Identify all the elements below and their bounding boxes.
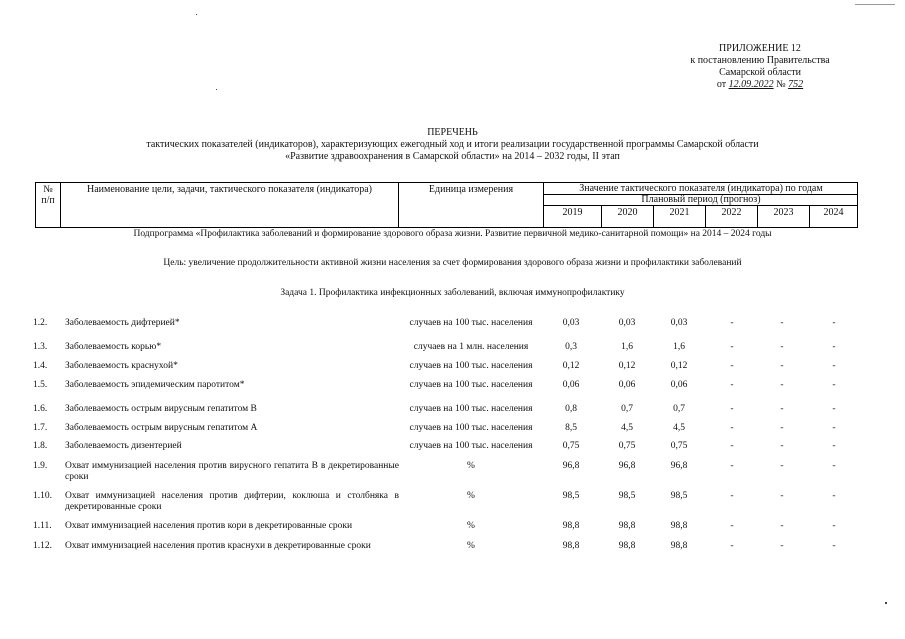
- row-value-2019: 98,5: [562, 491, 580, 501]
- row-value-2022: -: [730, 461, 734, 471]
- row-value-2022: -: [730, 491, 734, 501]
- goal-heading: Цель: увеличение продолжительности активной жизни населения за счет формирования здорового образа жизни и профилактики заболеваний: [163, 258, 742, 268]
- row-value-2021: 98,8: [670, 521, 688, 531]
- row-unit: случаев на 100 тыс. населения: [409, 380, 533, 390]
- subprogram-heading: Подпрограмма «Профилактика заболеваний и формирование здорового образа жизни. Развитие первичной медико-санитарной помощи» на 2014 – 2024 годы: [133, 229, 772, 239]
- row-value-2024: -: [832, 342, 836, 352]
- row-indicator: Охват иммунизацией населения против краснухи в декретированные сроки: [65, 541, 371, 551]
- row-value-2020: 4,5: [621, 423, 633, 433]
- scan-mark: [855, 4, 895, 5]
- row-value-2024: -: [832, 491, 836, 501]
- table-header: [35, 182, 858, 228]
- row-value-2022: -: [730, 404, 734, 414]
- row-number: 1.9.: [33, 461, 48, 471]
- row-value-2019: 96,8: [562, 461, 580, 471]
- row-unit: %: [467, 521, 475, 531]
- row-value-2021: 0,75: [670, 441, 688, 451]
- scan-speck: [885, 602, 887, 604]
- scan-speck: [196, 14, 197, 15]
- appendix-title: ПРИЛОЖЕНИЕ 12: [719, 43, 801, 54]
- row-value-2024: -: [832, 461, 836, 471]
- row-indicator: Заболеваемость острым вирусным гепатитом А: [65, 423, 258, 433]
- row-value-2022: -: [730, 521, 734, 531]
- row-indicator: Заболеваемость дизентерией: [65, 441, 182, 451]
- row-value-2019: 98,8: [562, 541, 580, 551]
- row-indicator: Заболеваемость краснухой*: [65, 361, 178, 371]
- row-indicator: Заболеваемость острым вирусным гепатитом В: [65, 404, 257, 414]
- title-subheading: тактических показателей (индикаторов), характеризующих ежегодный ход и итоги реализации государственной программы Самарской области: [146, 139, 759, 150]
- row-value-2019: 0,8: [565, 404, 577, 414]
- row-value-2023: -: [780, 441, 784, 451]
- row-value-2019: 0,75: [562, 441, 580, 451]
- row-value-2021: 98,5: [670, 491, 688, 501]
- row-value-2023: -: [780, 380, 784, 390]
- header-values: Значение тактического показателя (индикатора) по годам: [579, 183, 823, 194]
- row-unit: случаев на 100 тыс. населения: [409, 423, 533, 433]
- row-value-2024: -: [832, 380, 836, 390]
- row-value-2024: -: [832, 441, 836, 451]
- row-value-2021: 1,6: [673, 342, 685, 352]
- row-number: 1.12.: [33, 541, 52, 551]
- title-program: «Развитие здравоохранения в Самарской области» на 2014 – 2032 годы, II этап: [285, 151, 620, 162]
- row-unit: случаев на 100 тыс. населения: [409, 441, 533, 451]
- header-year: 2022: [721, 207, 742, 218]
- row-number: 1.11.: [33, 521, 52, 531]
- appendix-line-region: Самарской области: [719, 67, 801, 78]
- row-value-2020: 98,8: [618, 521, 636, 531]
- row-value-2020: 0,75: [618, 441, 636, 451]
- row-value-2019: 0,3: [565, 342, 577, 352]
- row-value-2019: 98,8: [562, 521, 580, 531]
- row-number: 1.8.: [33, 441, 48, 451]
- row-value-2020: 96,8: [618, 461, 636, 471]
- row-value-2023: -: [780, 521, 784, 531]
- row-value-2019: 0,12: [562, 361, 580, 371]
- row-value-2021: 4,5: [673, 423, 685, 433]
- row-value-2021: 0,06: [670, 380, 688, 390]
- row-value-2020: 98,8: [618, 541, 636, 551]
- row-value-2024: -: [832, 423, 836, 433]
- row-number: 1.7.: [33, 423, 48, 433]
- appendix-date-line: [640, 79, 880, 91]
- row-number: 1.5.: [33, 380, 48, 390]
- row-indicator: Охват иммунизацией населения против дифтерии, коклюша и столбняка в декретированные сроки: [65, 491, 399, 512]
- row-value-2022: -: [730, 361, 734, 371]
- row-unit: %: [467, 461, 475, 471]
- header-year: 2023: [773, 207, 794, 218]
- row-value-2022: -: [730, 441, 734, 451]
- row-value-2021: 0,03: [670, 318, 688, 328]
- row-value-2019: 0,06: [562, 380, 580, 390]
- scan-speck: [216, 89, 217, 90]
- row-value-2023: -: [780, 404, 784, 414]
- row-value-2024: -: [832, 404, 836, 414]
- row-value-2022: -: [730, 342, 734, 352]
- row-value-2020: 0,03: [618, 318, 636, 328]
- date-prefix: от: [716, 79, 727, 90]
- row-value-2020: 0,12: [618, 361, 636, 371]
- row-value-2024: -: [832, 318, 836, 328]
- row-value-2023: -: [780, 491, 784, 501]
- row-value-2024: -: [832, 521, 836, 531]
- task-heading: Задача 1. Профилактика инфекционных заболеваний, включая иммунопрофилактику: [280, 288, 625, 298]
- document-title: [0, 127, 905, 163]
- title-heading: ПЕРЕЧЕНЬ: [427, 127, 478, 138]
- row-value-2021: 98,8: [670, 541, 688, 551]
- row-value-2023: -: [780, 318, 784, 328]
- row-value-2021: 0,12: [670, 361, 688, 371]
- row-indicator: Заболеваемость дифтерией*: [65, 318, 180, 328]
- row-number: 1.10.: [33, 491, 52, 501]
- row-unit: случаев на 100 тыс. населения: [409, 318, 533, 328]
- row-value-2023: -: [780, 342, 784, 352]
- header-year: 2020: [617, 207, 638, 218]
- row-unit: %: [467, 491, 475, 501]
- row-unit: случаев на 1 млн. населения: [413, 342, 529, 352]
- header-num: № п/п: [41, 184, 55, 206]
- row-value-2024: -: [832, 541, 836, 551]
- row-indicator: Заболеваемость корью*: [65, 342, 162, 352]
- row-value-2022: -: [730, 423, 734, 433]
- row-value-2022: -: [730, 380, 734, 390]
- handwritten-number: 752: [788, 79, 804, 90]
- row-value-2023: -: [780, 461, 784, 471]
- row-number: 1.4.: [33, 361, 48, 371]
- row-indicator: Охват иммунизацией населения против кори в декретированные сроки: [65, 521, 353, 531]
- row-indicator: Заболеваемость эпидемическим паротитом*: [65, 380, 245, 390]
- row-unit: случаев на 100 тыс. населения: [409, 361, 533, 371]
- row-unit: %: [467, 541, 475, 551]
- row-value-2023: -: [780, 361, 784, 371]
- row-value-2020: 0,06: [618, 380, 636, 390]
- row-value-2021: 0,7: [673, 404, 685, 414]
- number-prefix: №: [776, 79, 786, 90]
- row-value-2023: -: [780, 541, 784, 551]
- row-value-2022: -: [730, 541, 734, 551]
- header-planned: Плановый период (прогноз): [641, 194, 761, 205]
- row-value-2019: 8,5: [565, 423, 577, 433]
- row-value-2020: 98,5: [618, 491, 636, 501]
- appendix-line-decree: к постановлению Правительства: [690, 55, 830, 66]
- row-value-2024: -: [832, 361, 836, 371]
- row-value-2022: -: [730, 318, 734, 328]
- row-number: 1.6.: [33, 404, 48, 414]
- appendix-block: [640, 43, 880, 91]
- handwritten-date: 12.09.2022: [728, 79, 774, 90]
- row-number: 1.2.: [33, 318, 48, 328]
- row-unit: случаев на 100 тыс. населения: [409, 404, 533, 414]
- row-value-2023: -: [780, 423, 784, 433]
- row-number: 1.3.: [33, 342, 48, 352]
- row-value-2020: 1,6: [621, 342, 633, 352]
- row-value-2021: 96,8: [670, 461, 688, 471]
- row-value-2019: 0,03: [562, 318, 580, 328]
- header-name: Наименование цели, задачи, тактического показателя (индикатора): [87, 184, 372, 195]
- row-indicator: Охват иммунизацией населения против вирусного гепатита В в декретированные сроки: [65, 461, 399, 482]
- header-year: 2021: [669, 207, 690, 218]
- header-year: 2019: [562, 207, 583, 218]
- row-value-2020: 0,7: [621, 404, 633, 414]
- header-unit: Единица измерения: [428, 184, 514, 195]
- header-year: 2024: [823, 207, 844, 218]
